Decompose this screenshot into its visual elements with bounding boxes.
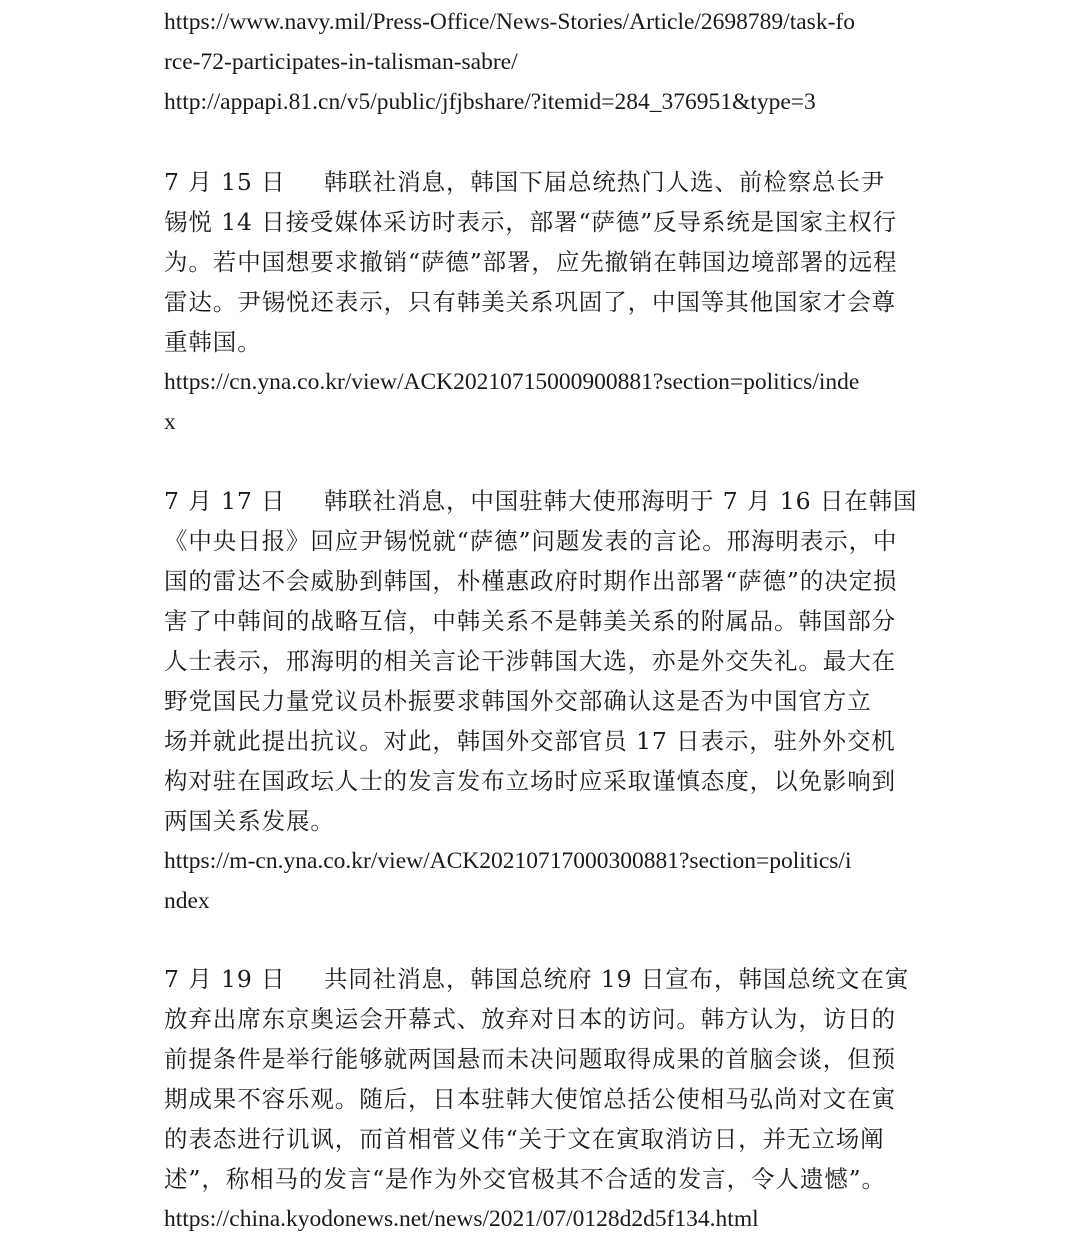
entry-text: 共同社消息，韩国总统府 19 日宣布，韩国总统文在寅 xyxy=(324,965,910,993)
entry-text: 韩联社消息，中国驻韩大使邢海明于 7 月 16 日在韩国 xyxy=(324,487,918,515)
entry-first-line xyxy=(164,162,920,202)
source-link-line[interactable]: x xyxy=(164,409,176,435)
source-link-line[interactable]: http://appapi.81.cn/v5/public/jfjbshare/?itemid=284_376951&type=3 xyxy=(164,89,816,115)
entry-first-line xyxy=(164,481,920,521)
entry-text-line: 放弃出席东京奥运会开幕式、放弃对日本的访问。韩方认为，访日的 xyxy=(164,1005,896,1033)
entry-text: 韩联社消息，韩国下届总统热门人选、前检察总长尹 xyxy=(324,168,886,196)
entry-text-line: 为。若中国想要求撤销“萨德”部署，应先撤销在韩国边境部署的远程 xyxy=(164,248,898,276)
entry-date: 7 月 19 日 xyxy=(164,965,286,993)
source-link-line[interactable]: ndex xyxy=(164,888,210,914)
source-link-line[interactable]: https://china.kyodonews.net/news/2021/07/0128d2d5f134.html xyxy=(164,1206,759,1232)
entry-text-line: 的表态进行讥讽，而首相菅义伟“关于文在寅取消访日，并无立场阐 xyxy=(164,1125,885,1153)
entry-first-line xyxy=(164,959,920,999)
entry-text-line: 锡悦 14 日接受媒体采访时表示，部署“萨德”反导系统是国家主权行 xyxy=(164,208,898,236)
entry-text-line: 雷达。尹锡悦还表示，只有韩美关系巩固了，中国等其他国家才会尊 xyxy=(164,288,896,316)
entry-text-line: 国的雷达不会威胁到韩国，朴槿惠政府时期作出部署“萨德”的决定损 xyxy=(164,567,898,595)
entry-text-line: 人士表示，邢海明的相关言论干涉韩国大选，亦是外交失礼。最大在 xyxy=(164,647,896,675)
entry-text-line: 期成果不容乐观。随后，日本驻韩大使馆总括公使相马弘尚对文在寅 xyxy=(164,1085,896,1113)
entry-text-line: 害了中韩间的战略互信，中韩关系不是韩美关系的附属品。韩国部分 xyxy=(164,607,896,635)
entry-text-line: 《中央日报》回应尹锡悦就“萨德”问题发表的言论。邢海明表示，中 xyxy=(164,527,898,555)
entry-date: 7 月 17 日 xyxy=(164,487,286,515)
entry-text-line: 述”，称相马的发言“是作为外交官极其不合适的发言，令人遗憾”。 xyxy=(164,1165,886,1193)
source-link-line[interactable]: https://cn.yna.co.kr/view/ACK20210715000900881?section=politics/inde xyxy=(164,369,860,395)
entry-text-line: 构对驻在国政坛人士的发言发布立场时应采取谨慎态度，以免影响到 xyxy=(164,767,896,795)
entry-text-line: 场并就此提出抗议。对此，韩国外交部官员 17 日表示，驻外外交机 xyxy=(164,727,896,755)
entry-text-line: 重韩国。 xyxy=(164,328,262,356)
entry-text-line: 两国关系发展。 xyxy=(164,807,335,835)
entry-text-line: 前提条件是举行能够就两国悬而未决问题取得成果的首脑会谈，但预 xyxy=(164,1045,896,1073)
entry-date: 7 月 15 日 xyxy=(164,168,286,196)
source-link-line[interactable]: https://www.navy.mil/Press-Office/News-Stories/Article/2698789/task-fo xyxy=(164,9,855,35)
source-link-line[interactable]: rce-72-participates-in-talisman-sabre/ xyxy=(164,49,518,75)
source-link-line[interactable]: https://m-cn.yna.co.kr/view/ACK20210717000300881?section=politics/i xyxy=(164,848,852,874)
entry-text-line: 野党国民力量党议员朴振要求韩国外交部确认这是否为中国官方立 xyxy=(164,687,872,715)
